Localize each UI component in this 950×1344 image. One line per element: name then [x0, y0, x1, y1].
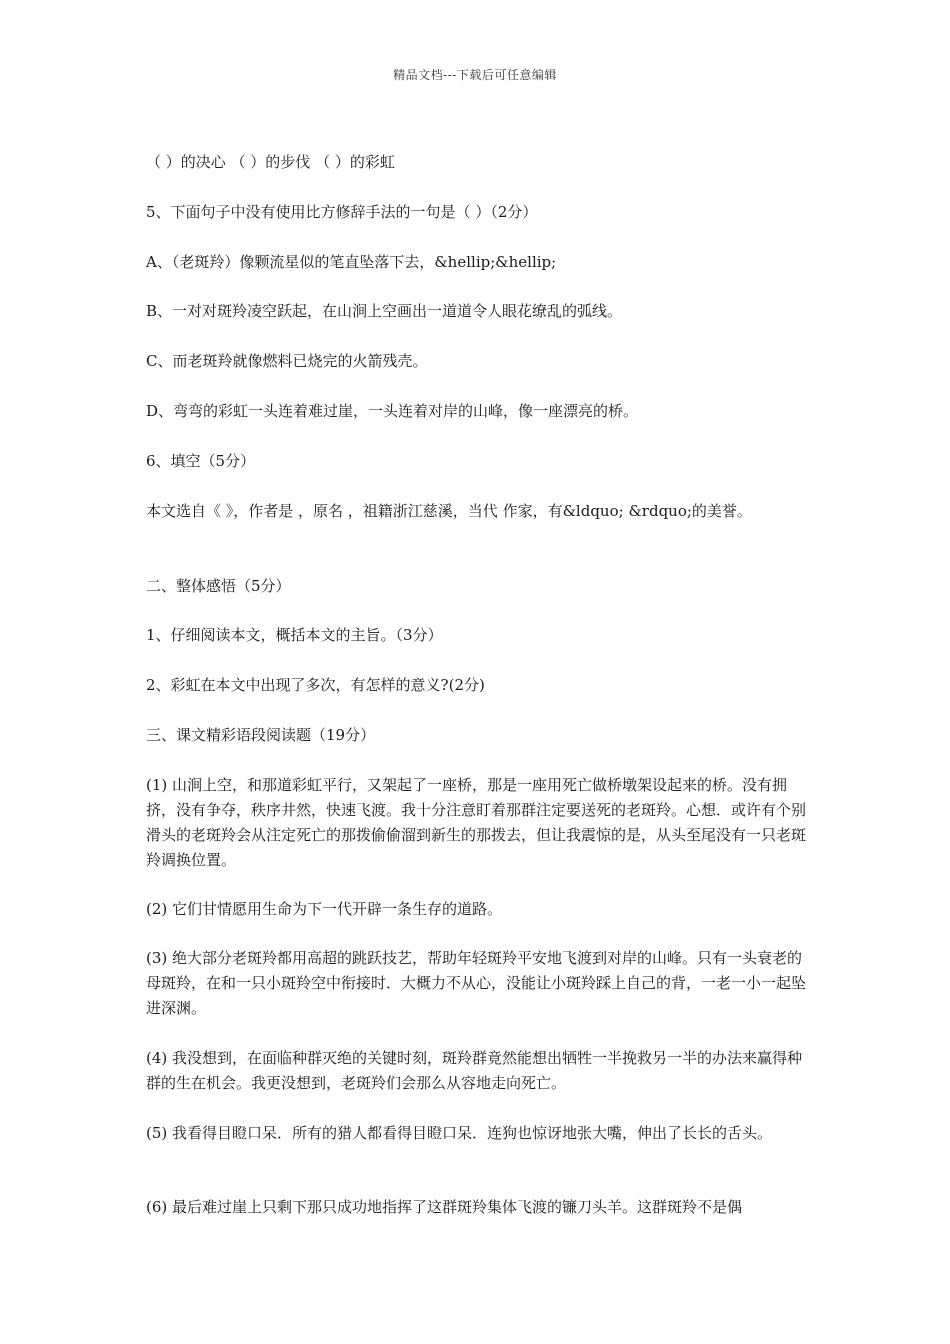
- section-2-question-1: 1、仔细阅读本文，概括本文的主旨。（3分）: [146, 626, 443, 644]
- question-6-fill: 本文选自《 》，作者是 ，原名 ，祖籍浙江慈溪，当代 作家，有&ldquo; &rdquo;的美誉。: [146, 502, 752, 520]
- paragraph-3: (3) 绝大部分老斑羚都用高超的跳跃技艺，帮助年轻斑羚平安地飞渡到对岸的山峰。只有一头衰老的母斑羚，在和一只小斑羚空中衔接时．大概力不从心，没能让小斑羚踩上自己的背，一老一小一起坠进深渊。: [146, 949, 807, 1017]
- option-a: A、（老斑羚）像颗流星似的笔直坠落下去，&hellip;&hellip;: [146, 253, 557, 271]
- paragraph-2: (2) 它们甘情愿用生命为下一代开辟一条生存的道路。: [146, 900, 503, 918]
- page-header: 精品文档---下载后可任意编辑: [393, 68, 557, 82]
- paragraph-1: (1) 山涧上空，和那道彩虹平行，又架起了一座桥，那是一座用死亡做桥墩架设起来的桥。没有拥挤，没有争夺，秩序井然，快速飞渡。我十分注意盯着那群注定要送死的老斑羚。心想．或许有个别滑头的老斑羚会从注定死亡的那拨偷偷溜到新生的那拨去，但让我震惊的是，从头至尾没有一只老斑羚调换位置。: [146, 776, 807, 869]
- paragraph-5: (5) 我看得目瞪口呆．所有的猎人都看得目瞪口呆．连狗也惊讶地张大嘴，伸出了长长的舌头。: [146, 1124, 773, 1142]
- paragraph-4: (4) 我没想到，在面临种群灭绝的关键时刻，斑羚群竟然能想出牺牲一半挽救另一半的办法来赢得种群的生在机会。我更没想到，老斑羚们会那么从容地走向死亡。: [146, 1049, 803, 1092]
- section-3-heading: 三、课文精彩语段阅读题（19分）: [146, 726, 376, 744]
- paragraph-6: (6) 最后难过崖上只剩下那只成功地指挥了这群斑羚集体飞渡的镰刀头羊。这群斑羚不是偶: [146, 1198, 743, 1216]
- option-c: C、而老斑羚就像燃料已烧完的火箭残壳。: [146, 352, 428, 370]
- question-5: 5、下面句子中没有使用比方修辞手法的一句是（ ）（2分）: [146, 203, 538, 221]
- section-2-heading: 二、整体感悟（5分）: [146, 577, 291, 595]
- blank-fill-line: （ ）的决心 （ ）的步伐 （ ）的彩虹: [146, 153, 395, 171]
- question-6: 6、填空（5分）: [146, 452, 256, 470]
- section-2-question-2: 2、彩虹在本文中出现了多次，有怎样的意义?(2分): [146, 676, 485, 694]
- option-d: D、弯弯的彩虹一头连着难过崖，一头连着对岸的山峰，像一座漂亮的桥。: [146, 402, 639, 420]
- option-b: B、一对对斑羚凌空跃起，在山涧上空画出一道道令人眼花缭乱的弧线。: [146, 302, 623, 320]
